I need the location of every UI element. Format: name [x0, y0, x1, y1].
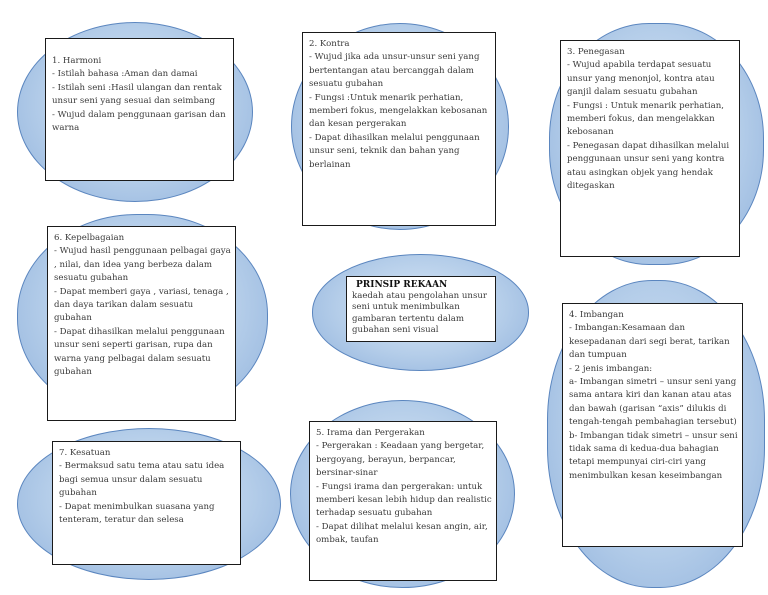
card-line: - Dapat menimbulkan suasana yang tenteram, teratur dan selesa	[59, 501, 215, 526]
card-line: - Wujud dalam penggunaan garisan dan warna	[52, 109, 226, 134]
card-harmoni	[45, 38, 234, 181]
card-line: - Wujud hasil penggunaan pelbagai gaya , nilai, dan idea yang berbeza dalam sesuatu gubahan	[54, 246, 231, 284]
center-title: PRINSIP REKAAN	[356, 280, 448, 290]
card-line: - Fungsi : Untuk menarik perhatian, memberi fokus, dan mengelakkan kebosanan	[567, 100, 725, 138]
card-line: - 2 jenis imbangan:	[569, 363, 653, 374]
card-line: - Dapat memberi gaya , variasi, tenaga , dan daya tarikan dalam sesuatu gubahan	[54, 286, 229, 324]
card-title: 1. Harmoni	[52, 56, 102, 66]
card-kontra	[302, 32, 496, 226]
card-line: - Wujud apabila terdapat sesuatu unsur yang menonjol, kontra atau ganjil dalam sesuatu gubahan	[567, 60, 715, 98]
card-title: 7. Kesatuan	[59, 448, 111, 458]
card-title: 5. Irama dan Pergerakan	[316, 428, 425, 438]
card-line: - Imbangan:Kesamaan dan kesepadanan dari segi berat, tarikan dan tumpuan	[569, 323, 730, 361]
card-line: - Pergerakan : Keadaan yang bergetar, bergoyang, berayun, berpancar, bersinar-sinar	[316, 441, 485, 479]
card-line: - Bermaksud satu tema atau satu idea bagi semua unsur dalam sesuatu gubahan	[59, 461, 225, 499]
card-penegasan	[560, 40, 740, 257]
card-line: b- Imbangan tidak simetri – unsur seni tidak sama di kedua-dua bahagian tetapi mempunyai ciri-ciri yang menimbulkan kesan keseimbangan	[569, 430, 738, 481]
card-irama-dan-pergerakan	[309, 421, 497, 581]
card-title: 6. Kepelbagaian	[54, 233, 125, 243]
center-card-prinsip-rekaan	[346, 276, 496, 342]
card-line: - Penegasan dapat dihasilkan melalui penggunaan unsur seni yang kontra atau asingkan objek yang hendak ditegaskan	[567, 140, 730, 192]
card-line: - Dapat dihasilkan melalui penggunaan unsur seni seperti garisan, rupa dan warna yang pelbagai dalam sesuatu gubahan	[54, 326, 225, 378]
card-line: - Fungsi :Untuk menarik perhatian, memberi fokus, mengelakkan kebosanan dan kesan pergerakan	[309, 92, 488, 130]
card-title: 2. Kontra	[309, 39, 350, 49]
card-line: a- Imbangan simetri – unsur seni yang sama antara kiri dan kanan atau atas dan bawah (garisan “axis” dilukis di tengah-tengah pembahagian tersebut)	[569, 377, 737, 428]
card-imbangan	[562, 303, 743, 547]
card-line: - Dapat dihasilkan melalui penggunaan unsur seni, teknik dan bahan yang berlainan	[309, 132, 480, 170]
card-line: - Wujud jika ada unsur-unsur seni yang bertentangan atau bercanggah dalam sesuatu gubahan	[309, 52, 480, 90]
card-kesatuan	[52, 441, 241, 565]
card-line: - Dapat dilihat melalui kesan angin, air, ombak, taufan	[316, 521, 488, 546]
card-title: 4. Imbangan	[569, 310, 624, 320]
card-line: - Istilah seni :Hasil ulangan dan rentak unsur seni yang sesuai dan seimbang	[52, 82, 222, 107]
card-line: - Fungsi irama dan pergerakan: untuk memberi kesan lebih hidup dan realistic terhadap sesuatu gubahan	[316, 481, 492, 519]
card-title: 3. Penegasan	[567, 47, 625, 57]
center-description: kaedah atau pengolahan unsur seni untuk menimbulkan gambaran tertentu dalam gubahan seni visual	[352, 291, 487, 336]
card-kepelbagaian	[47, 226, 236, 421]
card-line: - Istilah bahasa :Aman dan damai	[52, 69, 198, 80]
